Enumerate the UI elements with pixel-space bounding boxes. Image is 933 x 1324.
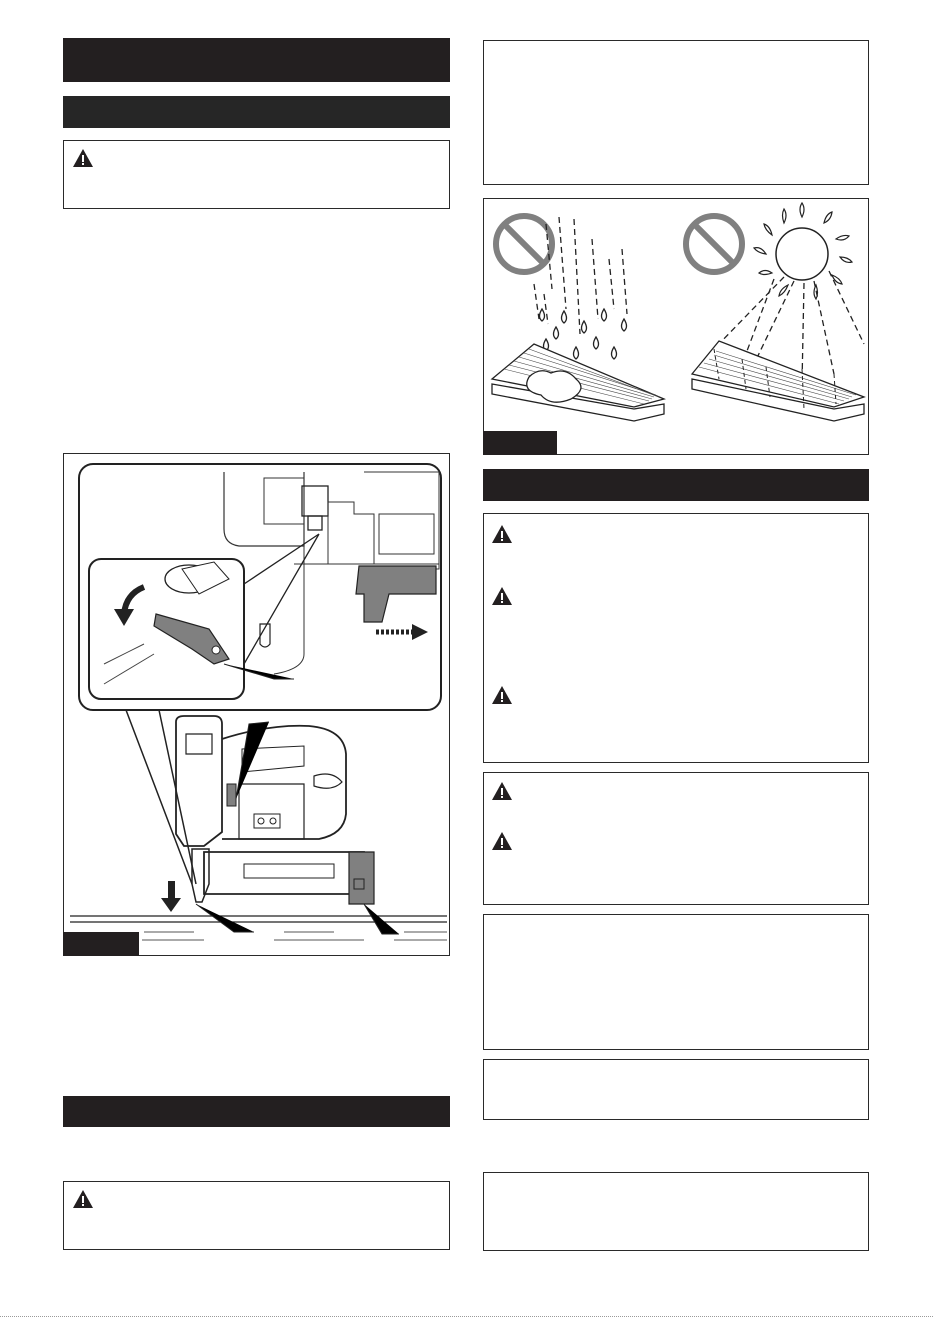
- tool-illustration-figure: [63, 453, 450, 956]
- subsection-header-bar: [63, 96, 450, 128]
- section-header-bar-right: [483, 469, 869, 501]
- warning-box-3: [483, 513, 869, 763]
- warning-box-4: [483, 772, 869, 905]
- warning-triangle-icon: [72, 148, 94, 168]
- warning-triangle-icon: [491, 586, 513, 606]
- note-box-top: [483, 40, 869, 185]
- prohibited-circle-icon: [496, 216, 552, 272]
- figure-tag: [63, 932, 139, 956]
- storage-prohibition-figure: [483, 198, 869, 455]
- note-box-2: [483, 1059, 869, 1120]
- figure-tag: [483, 431, 557, 455]
- note-box-1: [483, 914, 869, 1050]
- warning-triangle-icon: [491, 685, 513, 705]
- page-bottom-rule: [0, 1316, 933, 1317]
- warning-triangle-icon: [491, 524, 513, 544]
- warning-box-2: [63, 1181, 450, 1250]
- note-box-3: [483, 1172, 869, 1251]
- nailer-drawing: [64, 454, 449, 955]
- prohibited-circle-icon: [686, 216, 742, 272]
- storage-drawing: [484, 199, 868, 454]
- warning-triangle-icon: [491, 831, 513, 851]
- warning-triangle-icon: [491, 781, 513, 801]
- section-header-bar: [63, 38, 450, 82]
- warning-triangle-icon: [72, 1189, 94, 1209]
- section-header-bar-2: [63, 1096, 450, 1127]
- warning-box-1: [63, 140, 450, 209]
